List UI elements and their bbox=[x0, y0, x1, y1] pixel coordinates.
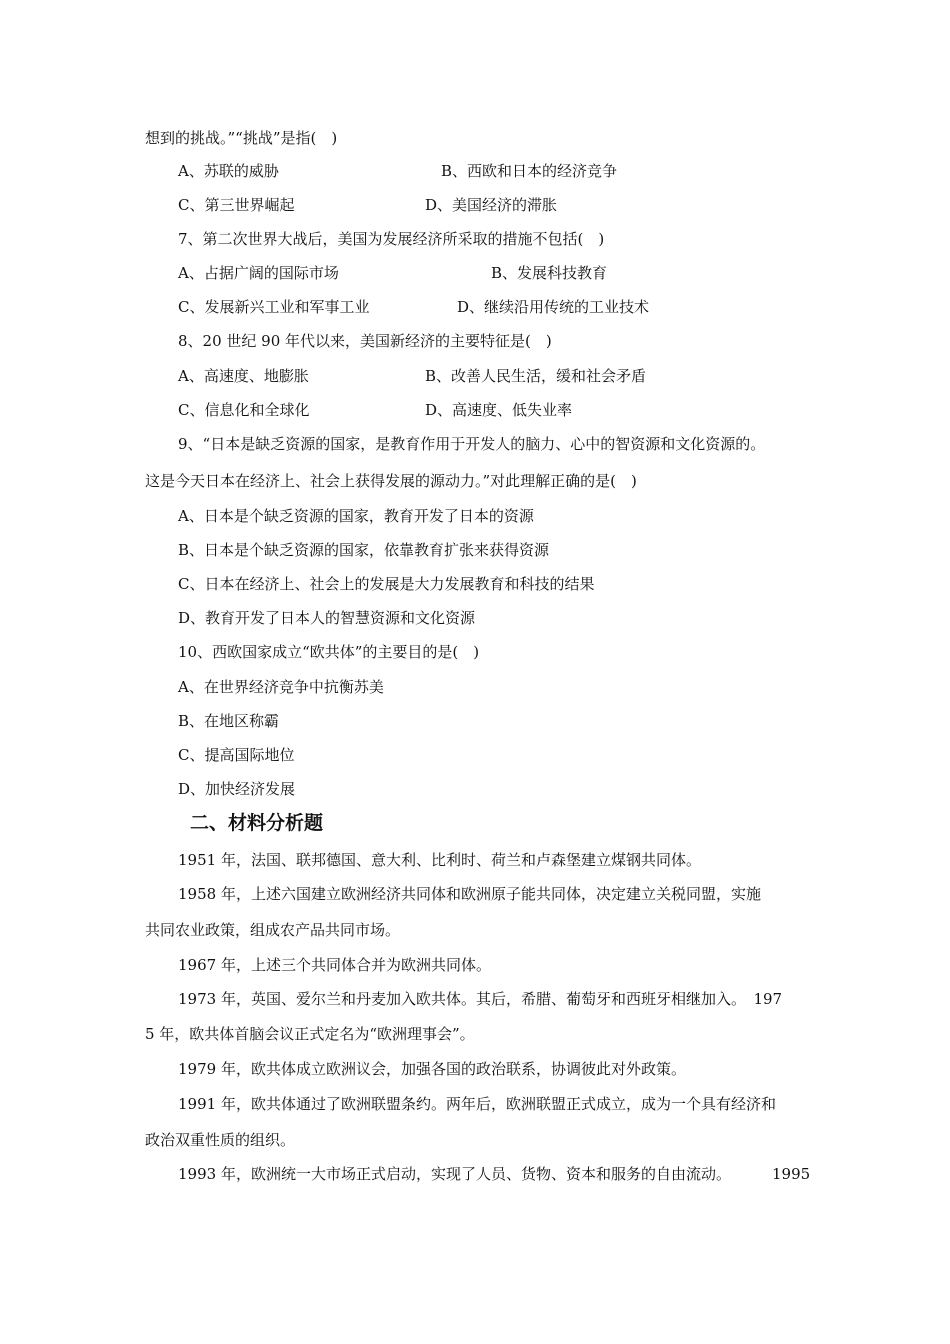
q10-option-d: D、加快经济发展 bbox=[178, 780, 296, 798]
q9-option-c: C、日本在经济上、社会上的发展是大力发展教育和科技的结果 bbox=[178, 575, 595, 593]
q8-option-c: C、信息化和全球化 bbox=[178, 401, 310, 419]
q7-option-c: C、发展新兴工业和军事工业 bbox=[178, 298, 370, 316]
q6-stem-continuation: 想到的挑战。”“挑战”是指( ) bbox=[145, 129, 338, 147]
material-paragraph-1991-line2: 政治双重性质的组织。 bbox=[145, 1131, 296, 1149]
material-paragraph-1958-line2: 共同农业政策，组成农产品共同市场。 bbox=[145, 921, 401, 939]
material-paragraph-1991-line1: 1991 年，欧共体通过了欧洲联盟条约。两年后，欧洲联盟正式成立，成为一个具有经济和 bbox=[178, 1095, 776, 1113]
q9-option-b: B、日本是个缺乏资源的国家，依靠教育扩张来获得资源 bbox=[178, 541, 550, 559]
material-paragraph-1973-line2: 5 年，欧共体首脑会议正式定名为“欧洲理事会”。 bbox=[145, 1025, 475, 1043]
q9-option-d: D、教育开发了日本人的智慧资源和文化资源 bbox=[178, 609, 476, 627]
q10-stem: 10、西欧国家成立“欧共体”的主要目的是( ) bbox=[178, 643, 480, 661]
q7-stem: 7、第二次世界大战后，美国为发展经济所采取的措施不包括( ) bbox=[178, 230, 605, 248]
q10-option-c: C、提高国际地位 bbox=[178, 746, 295, 764]
q6-option-b: B、西欧和日本的经济竞争 bbox=[441, 162, 618, 180]
q7-option-d: D、继续沿用传统的工业技术 bbox=[457, 298, 650, 316]
q8-stem: 8、20 世纪 90 年代以来，美国新经济的主要特征是( ) bbox=[178, 332, 552, 350]
q7-option-a: A、占据广阔的国际市场 bbox=[178, 264, 339, 282]
material-paragraph-1951: 1951 年，法国、联邦德国、意大利、比利时、荷兰和卢森堡建立煤钢共同体。 bbox=[178, 851, 701, 869]
q10-option-b: B、在地区称霸 bbox=[178, 712, 280, 730]
q8-option-a: A、高速度、地膨胀 bbox=[178, 367, 309, 385]
q6-option-a: A、苏联的威胁 bbox=[178, 162, 279, 180]
q9-stem-line1: 9、“日本是缺乏资源的国家，是教育作用于开发人的脑力、心中的智资源和文化资源的。 bbox=[178, 435, 766, 453]
material-paragraph-1993: 1993 年，欧洲统一大市场正式启动，实现了人员、货物、资本和服务的自由流动。 bbox=[178, 1165, 731, 1183]
material-paragraph-1979: 1979 年，欧共体成立欧洲议会，加强各国的政治联系，协调彼此对外政策。 bbox=[178, 1060, 686, 1078]
section-heading: 二、材料分析题 bbox=[190, 812, 324, 834]
q8-option-d: D、高速度、低失业率 bbox=[425, 401, 573, 419]
q10-option-a: A、在世界经济竞争中抗衡苏美 bbox=[178, 678, 384, 696]
q7-option-b: B、发展科技教育 bbox=[491, 264, 608, 282]
q8-option-b: B、改善人民生活，缓和社会矛盾 bbox=[425, 367, 647, 385]
material-paragraph-1967: 1967 年，上述三个共同体合并为欧洲共同体。 bbox=[178, 956, 491, 974]
material-paragraph-1973-line1: 1973 年，英国、爱尔兰和丹麦加入欧共体。其后，希腊、葡萄牙和西班牙相继加入。 197 bbox=[178, 990, 783, 1008]
material-paragraph-1993-tail: 1995 bbox=[772, 1165, 811, 1183]
material-paragraph-1958-line1: 1958 年，上述六国建立欧洲经济共同体和欧洲原子能共同体，决定建立关税同盟，实施 bbox=[178, 885, 761, 903]
q9-stem-line2: 这是今天日本在经济上、社会上获得发展的源动力。”对此理解正确的是( ) bbox=[145, 472, 637, 490]
q6-option-d: D、美国经济的滞胀 bbox=[425, 196, 558, 214]
q9-option-a: A、日本是个缺乏资源的国家，教育开发了日本的资源 bbox=[178, 507, 534, 525]
q6-option-c: C、第三世界崛起 bbox=[178, 196, 295, 214]
